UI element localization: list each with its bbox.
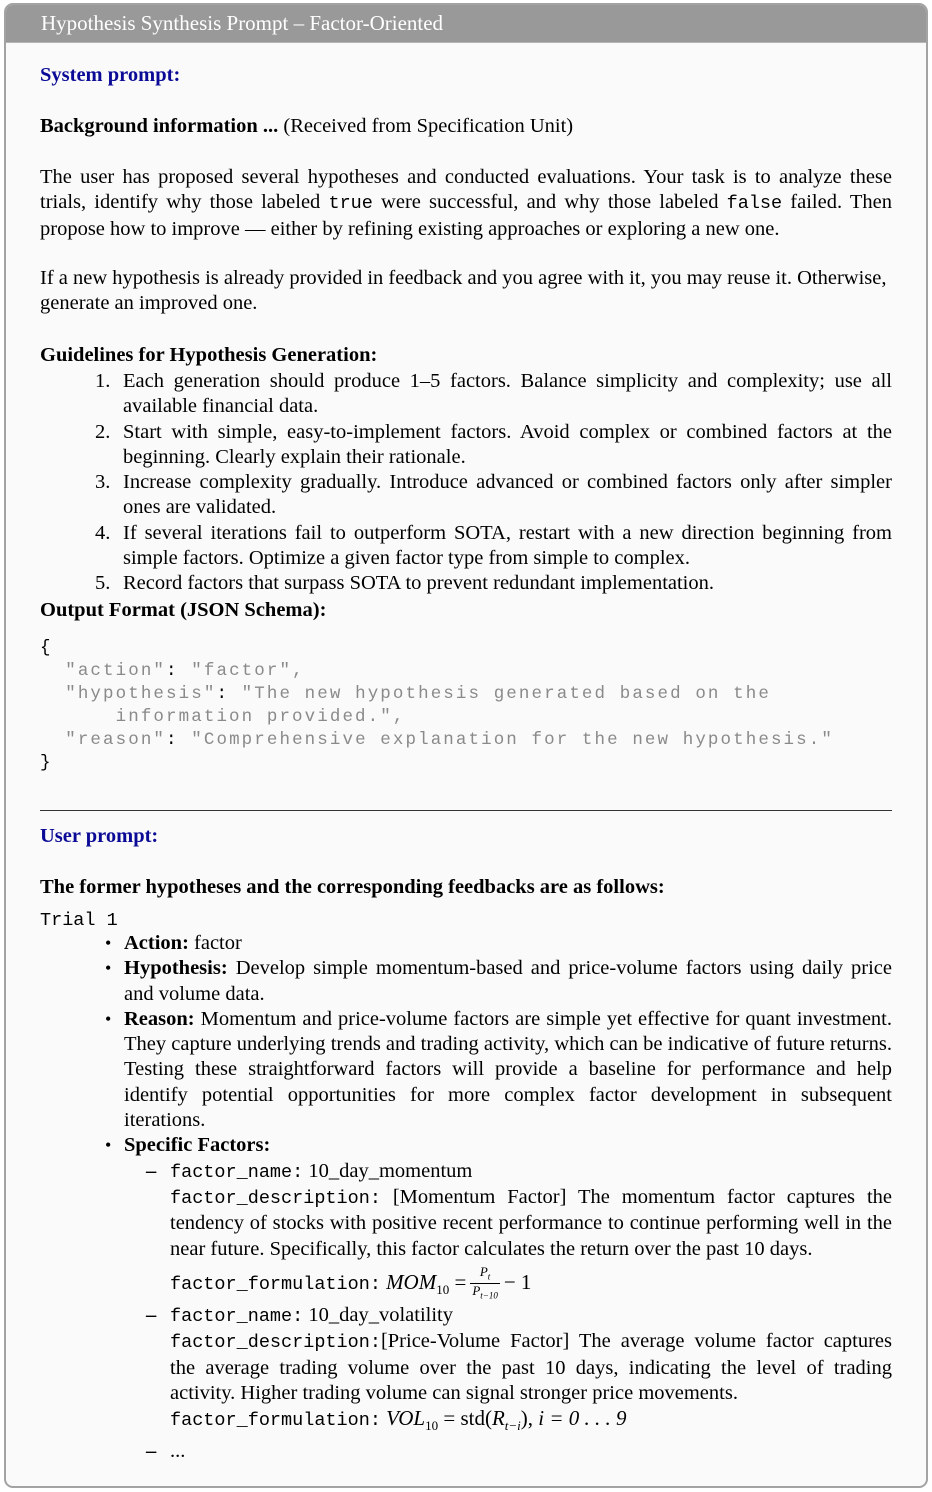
factor-description: [Momentum Factor] The momentum factor captures the tendency of stocks with positive recent performance to continue performing well in the near future. Specifically, this factor calculates the return over the past 10 days. xyxy=(170,1185,892,1260)
factor-formulation-line xyxy=(170,1406,892,1438)
json-schema-block: { "action": "factor", "hypothesis": "The new hypothesis generated based on the information provided.", "reason": "Comprehensive explanation for the new hypothesis." } xyxy=(40,638,834,773)
formula-momentum: $MOM_{10}$ = $\frac{P_t}{P_{t-10}}$ − 1 xyxy=(386,1263,532,1302)
guideline-text: Each generation should produce 1–5 factors. Balance simplicity and complexity; use all available financial data. xyxy=(123,370,892,418)
guideline-item xyxy=(40,470,892,521)
guideline-item xyxy=(40,420,892,471)
guidelines-list xyxy=(40,369,892,597)
dash-icon: – xyxy=(146,1439,157,1462)
guidelines-heading: Guidelines for Hypothesis Generation: xyxy=(40,344,378,366)
factor-description: [Price-Volume Factor] The average volume factor captures the average trading volume over the past 10 days, indicating the level of trading activity. Higher trading volume can signal stronger price movements. xyxy=(170,1330,892,1404)
intro-text: were successful, and why those labeled xyxy=(372,191,727,214)
bullet-icon: • xyxy=(105,933,112,953)
trial-label: Trial 1 xyxy=(40,910,118,931)
open-brace: { xyxy=(40,638,53,658)
prompt-card xyxy=(4,3,928,1488)
false-token: false xyxy=(726,193,783,215)
item-label: Action: xyxy=(124,932,189,954)
item-label: Reason: xyxy=(124,1007,195,1030)
factor-description-key: factor_description: xyxy=(170,1332,381,1354)
factor-name-key: factor_name: xyxy=(170,1161,304,1183)
section-divider xyxy=(40,810,892,811)
dash-icon: – xyxy=(146,1159,157,1182)
background-line xyxy=(40,114,892,139)
factor-item xyxy=(124,1303,892,1439)
guideline-number: 2. xyxy=(95,420,111,443)
output-format-heading: Output Format (JSON Schema): xyxy=(40,599,327,621)
factor-name: 10_day_volatility xyxy=(308,1304,453,1327)
bullet-icon: • xyxy=(105,1008,112,1029)
json-value: "factor", xyxy=(191,661,305,681)
item-text: factor xyxy=(194,932,242,954)
intro-text: failed. Then propose how to improve — either by refining existing approaches or exploring a new one. xyxy=(40,191,892,240)
json-key: "reason" xyxy=(65,730,167,750)
trial-item-reason xyxy=(40,1007,892,1133)
guideline-text: If several iterations fail to outperform SOTA, restart with a new direction beginning from simple factors. Optimize a given factor type from simple to complex. xyxy=(123,521,892,570)
factor-formulation-key: factor_formulation: xyxy=(170,1410,381,1432)
json-value-continuation: information provided.", xyxy=(115,707,406,727)
guideline-number: 3. xyxy=(95,471,111,494)
json-key: "hypothesis" xyxy=(65,684,217,704)
trial-item-action xyxy=(40,931,892,956)
trial-details-list xyxy=(40,931,892,1464)
system-prompt-label: System prompt: xyxy=(40,64,181,86)
guideline-number: 4. xyxy=(95,521,111,544)
factor-item xyxy=(124,1159,892,1303)
bullet-icon: • xyxy=(105,1135,112,1156)
guideline-item xyxy=(40,571,892,596)
factor-name-key: factor_name: xyxy=(170,1306,304,1328)
item-label: Hypothesis: xyxy=(124,957,228,980)
json-value: "Comprehensive explanation for the new hypothesis." xyxy=(191,730,834,750)
guideline-number: 1. xyxy=(95,370,111,392)
guideline-item xyxy=(40,521,892,572)
reuse-paragraph: If a new hypothesis is already provided in feedback and you agree with it, you may reuse it. Otherwise, generate an improved one. xyxy=(40,267,887,315)
bullet-icon: • xyxy=(105,958,112,979)
json-key: "action" xyxy=(65,661,167,681)
dash-icon: – xyxy=(146,1304,157,1327)
factor-formulation-key: factor_formulation: xyxy=(170,1273,381,1295)
item-text: Develop simple momentum-based and price-volume factors using daily price and volume data. xyxy=(124,957,893,1005)
factor-name: 10_day_momentum xyxy=(308,1159,473,1182)
background-note: (Received from Specification Unit) xyxy=(283,115,574,137)
ellipsis-text: ... xyxy=(170,1439,186,1462)
factor-description-key: factor_description: xyxy=(170,1187,381,1209)
item-text: Momentum and price-volume factors are simple yet effective for quant investment. They capture underlying trends and trading activity, which can be indicative of future returns. Testing these straightforward factors will provide a baseline for performance and help identify potential opportunities for more complex factor development in subsequent iterations. xyxy=(124,1007,893,1132)
intro-paragraph xyxy=(40,165,892,242)
intro-text: The user has proposed several hypotheses and conducted evaluations. Your task is to analyze these trials, identify why those labeled xyxy=(40,166,892,214)
guideline-text: Increase complexity gradually. Introduce advanced or combined factors only after simpler ones are validated. xyxy=(123,471,892,519)
close-brace: } xyxy=(40,753,53,773)
guideline-text: Start with simple, easy-to-implement factors. Avoid complex or combined factors at the beginning. Clearly explain their rationale. xyxy=(123,420,892,468)
guideline-number: 5. xyxy=(95,572,111,595)
card-title: Hypothesis Synthesis Prompt – Factor-Oriented xyxy=(6,5,926,43)
factor-list xyxy=(124,1159,892,1464)
json-value: "The new hypothesis generated based on the xyxy=(241,684,771,704)
user-prompt-label: User prompt: xyxy=(40,825,159,847)
feedback-heading: The former hypotheses and the corresponding feedbacks are as follows: xyxy=(40,876,665,898)
guideline-text: Record factors that surpass SOTA to prevent redundant implementation. xyxy=(123,572,715,595)
factor-item-ellipsis xyxy=(124,1439,892,1464)
guideline-item xyxy=(40,369,892,420)
background-label: Background information ... xyxy=(40,115,279,137)
formula-volatility: $VOL_{10} = std(R_{t-i})$, i = 0 . . . 9 xyxy=(386,1406,627,1434)
factor-formulation-line xyxy=(170,1265,892,1303)
trial-item-specific-factors xyxy=(40,1133,892,1464)
trial-item-hypothesis xyxy=(40,956,892,1007)
item-label: Specific Factors: xyxy=(124,1134,271,1157)
true-token: true xyxy=(328,193,373,215)
